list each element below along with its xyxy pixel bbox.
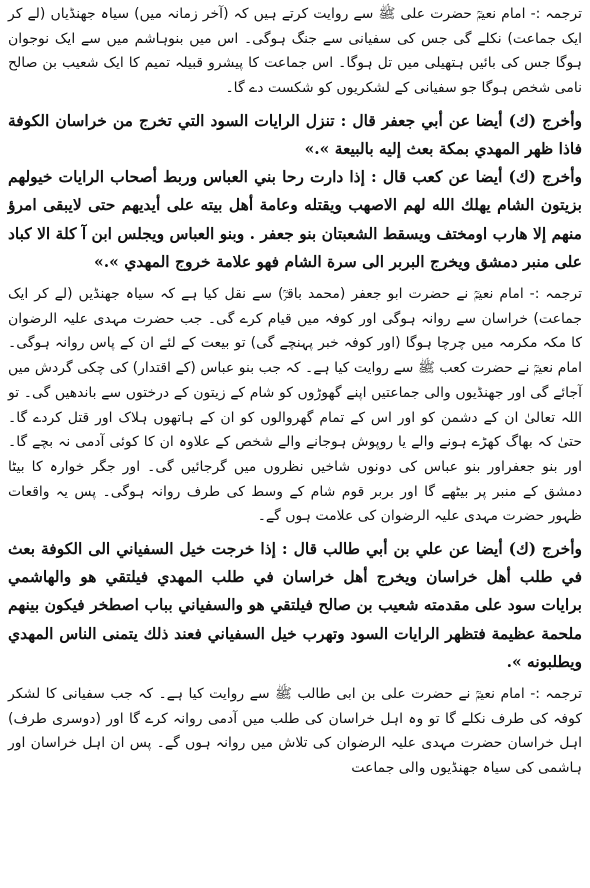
arabic-hadith-2: وأخرج (ك) أيضا عن كعب قال : إذا دارت رحا بني العباس وربط أصحاب الرايات خيولهم بزيتون الشام يهلك الله لهم الاصهب ويقتله وعامة أهل بيته على أيديهم حتى لايبقى امرؤ منهم إلا هارب اومختف ويسقط الشعبتان بنو جعفر . وبنو العباس ويجلس ابن آ كلة الا كباد على منبر دمشق ويخرج البربر الى سرة الشام فهو علامة خروج المهدي ».» — [8, 167, 582, 271]
arabic-hadith-1: وأخرج (ك) أيضا عن أبي جعفر قال : تنزل الرايات السود التي تخرج من خراسان الكوفة فاذا ظهر المهدي بمكة بعث إليه بالبيعة ».» — [8, 110, 582, 159]
translation-paragraph-2: ترجمہ :- امام نعیمؒ نے حضرت ابو جعفر (محمد باقرؒ) سے نقل کیا ہے کہ سیاہ جھنڈیں (لے کر ایک جماعت) خراسان سے روانہ ہوگی اور کوفہ میں قیام کرے گی۔ جب حضرت مہدی علیہ الرضوان کا مکہ مکرمہ میں چرچا ہوگا (اور کوفہ خبر پہنچے گی) تو بیعت کے لئے ان کے پاس روانہ ہوگی۔ امام نعیمؒ نے حضرت کعب ﷺ سے روایت کیا ہے۔ کہ جب بنو عباس (کے اقتدار) کی چکی گردش میں آجائے گی اور جھنڈیوں والی جماعتیں اپنے گھوڑوں کو شام کے زیتون کے درختوں سے باندھیں گی۔ تو اللہ تعالیٰ ان کے دشمن کو اور اس کے تمام گھروالوں کو ان کے ہاتھوں ہلاک اور قتل کردے گا۔ حتیٰ کہ بھاگ کھڑے ہونے والے یا روپوش ہوجانے والے شخص کے علاوہ ان کا کوئی آدمی نہ بچے گا۔ اور بنو جعفراور بنو عباس کی دونوں شاخیں نظروں میں گرجائیں گی۔ اور جگر خوارہ کا بیٹا دمشق کے منبر پر بیٹھے گا اور بربر قوم شام کے وسط کی طرف روانہ ہوگی۔ پس یہ واقعات ظہور حضرت مہدی علیہ الرضوان کی علامت ہوں گے۔ — [8, 286, 582, 525]
arabic-hadith-3: وأخرج (ك) أيضا عن علي بن أبي طالب قال : إذا خرجت خيل السفياني الى الكوفة بعث في طلب أهل خراسان ويخرج أهل خراسان في طلب المهدي فيلتقي هو والهاشمي برايات سود على مقدمته شعيب بن صالح فيلتقي هو والسفياني بباب اصطخر فيكون بينهم ملحمة عظيمة فتظهر الرايات السود وتهرب خيل السفياني فعند ذلك يتمنى الناس المهدي ويطلبونه ». — [8, 539, 582, 671]
translation-paragraph-1: ترجمہ :- امام نعیمؒ حضرت علی ﷺ سے روایت کرتے ہیں کہ (آخر زمانہ میں) سیاہ جھنڈیاں (لے کر ایک جماعت) نکلے گی جس کی سفیانی سے جنگ ہوگی۔ اس میں بنوہاشم میں سے ایک نوجوان ہوگا جس کی بائیں ہتھیلی میں تل ہوگا۔ اس جماعت کا پیشرو قبیلہ تمیم کا ایک شعیب بن صالح نامی شخص ہوگا جو سفیانی کے لشکریوں کو شکست دے گا۔ — [8, 6, 582, 97]
translation-paragraph-3: ترجمہ :- امام نعیمؒ نے حضرت علی بن ابی طالب ﷺ سے روایت کیا ہے۔ کہ جب سفیانی کا لشکر کوفہ کی طرف نکلے گا تو وہ اہل خراسان کی طلب میں آدمی روانہ کرے گا اور (دوسری طرف) اہل خراسان حضرت مہدی علیہ الرضوان کی تلاش میں روانہ ہوں گے۔ پس ان اہل خراسان اور ہاشمی کی سیاہ جھنڈیوں والی جماعت — [8, 686, 582, 777]
